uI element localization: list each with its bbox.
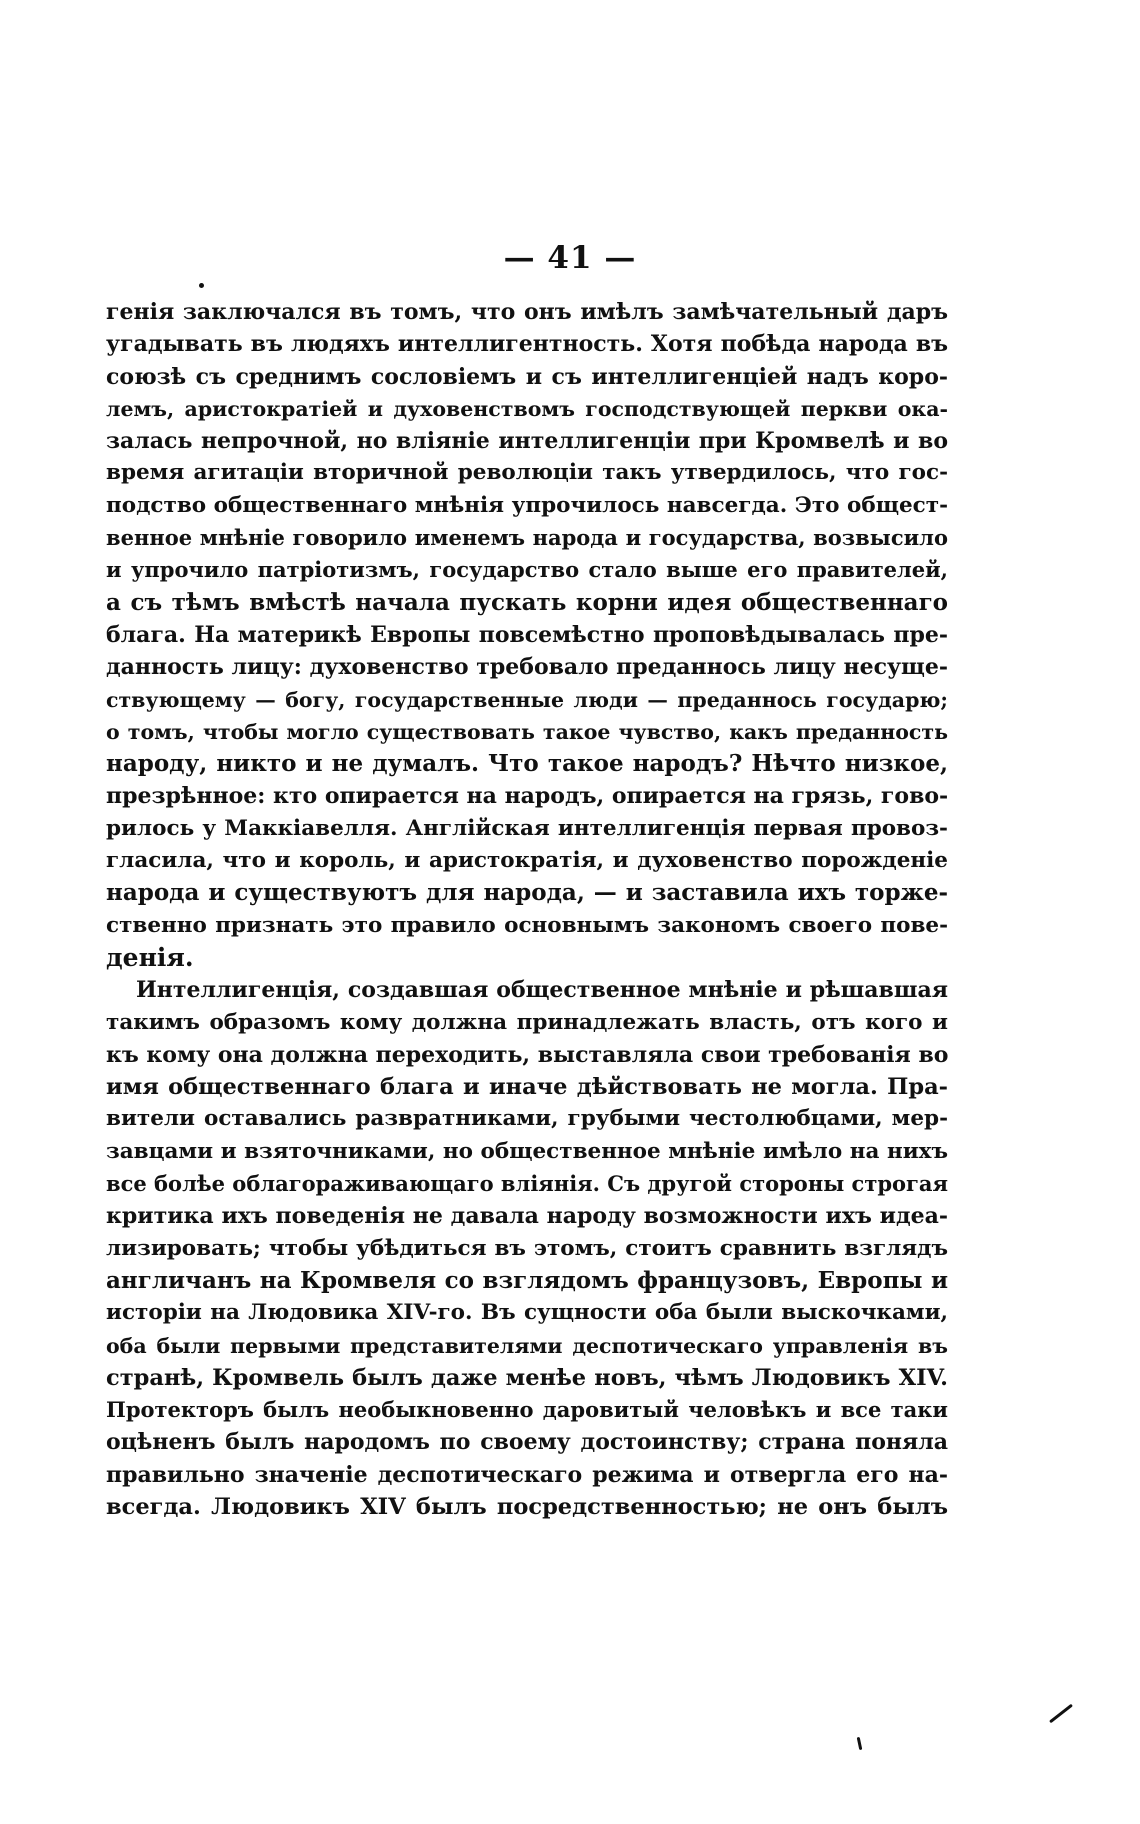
text-line: такимъ образомъ кому должна принадлежать власть, отъ кого и xyxy=(106,1009,948,1035)
text-line: ственно признать это правило основнымъ закономъ своего пове- xyxy=(106,912,948,938)
text-line: блага. На материкѣ Европы повсемѣстно проповѣдывалась пре- xyxy=(106,621,948,648)
text-line: венное мнѣніе говорило именемъ народа и государства, возвысило xyxy=(106,525,948,551)
text-line: англичанъ на Кромвеля со взглядомъ французовъ, Европы и xyxy=(106,1266,948,1294)
text-line: странѣ, Кромвель былъ даже менѣе новъ, чѣмъ Людовикъ XIV. xyxy=(106,1364,948,1391)
text-line: оба были первыми представителями деспотическаго управленія въ xyxy=(106,1333,948,1358)
text-line: лизировать; чтобы убѣдиться въ этомъ, стоитъ сравнить взглядъ xyxy=(106,1235,948,1261)
text-line: подство общественнаго мнѣнія упрочилось навсегда. Это общест- xyxy=(106,492,948,518)
text-line: имя общественнаго блага и иначе дѣйствовать не могла. Пра- xyxy=(106,1074,948,1101)
text-line: генія заключался въ томъ, что онъ имѣлъ замѣчательный даръ xyxy=(106,299,948,325)
scan-mark-tick xyxy=(857,1737,863,1750)
text-line: народа и существуютъ для народа, — и заставила ихъ торже- xyxy=(106,879,948,907)
text-line: союзѣ съ среднимъ сословіемъ и съ интеллигенціей надъ коро- xyxy=(106,363,948,390)
text-line: о томъ, чтобы могло существовать такое чувство, какъ преданность xyxy=(106,719,948,744)
text-line: а съ тѣмъ вмѣстѣ начала пускать корни идея общественнаго xyxy=(106,588,948,616)
text-line: и упрочило патріотизмъ, государство стало выше его правителей, xyxy=(106,557,948,583)
text-line: всегда. Людовикъ XIV былъ посредственностью; не онъ былъ xyxy=(106,1493,948,1520)
text-line: время агитаціи вторичной революціи такъ утвердилось, что гос- xyxy=(106,460,948,486)
text-line: данность лицу: духовенство требовало преданнось лицу несуще- xyxy=(106,654,948,681)
text-line: оцѣненъ былъ народомъ по своему достоинству; страна поняла xyxy=(106,1429,948,1456)
text-line: рилось у Маккіавелля. Англійская интеллигенція первая провоз- xyxy=(106,815,948,841)
text-line: ствующему — богу, государственные люди — преданнось государю; xyxy=(106,687,948,712)
text-line: все болѣе облагораживающаго вліянія. Съ другой стороны строгая xyxy=(106,1171,948,1197)
text-line: народу, никто и не думалъ. Что такое народъ? Нѣчто низкое, xyxy=(106,750,948,778)
text-line: презрѣнное: кто опирается на народъ, опирается на грязь, гово- xyxy=(106,783,948,810)
scan-mark-stroke xyxy=(1049,1704,1073,1724)
scan-mark-dot xyxy=(199,283,204,288)
text-line: Протекторъ былъ необыкновенно даровитый человѣкъ и все таки xyxy=(106,1397,948,1423)
text-line: къ кому она должна переходить, выставляла свои требованія во xyxy=(106,1041,948,1068)
text-line: денія. xyxy=(106,942,194,972)
text-line: правильно значеніе деспотическаго режима и отвергла его на- xyxy=(106,1461,948,1488)
body-text xyxy=(106,296,948,1523)
text-line: залась непрочной, но вліяніе интеллигенціи при Кромвелѣ и во xyxy=(106,428,948,455)
text-line: завцами и взяточниками, но общественное мнѣніе имѣло на нихъ xyxy=(106,1138,948,1164)
text-line: Интеллигенція, создавшая общественное мнѣніе и рѣшавшая xyxy=(136,977,948,1004)
text-line: гласила, что и король, и аристократія, и духовенство порожденіе xyxy=(106,848,948,874)
text-line: угадывать въ людяхъ интеллигентность. Хотя побѣда народа въ xyxy=(106,331,948,358)
page-number: — 41 — xyxy=(503,240,637,276)
text-line: лемъ, аристократіей и духовенствомъ господствующей перкви ока- xyxy=(106,396,948,421)
text-line: вители оставались развратниками, грубыми честолюбцами, мер- xyxy=(106,1106,948,1132)
text-line: исторіи на Людовика XIV-го. Въ сущности оба были выскочками, xyxy=(106,1300,948,1326)
text-line: критика ихъ поведенія не давала народу возможности ихъ идеа- xyxy=(106,1203,948,1230)
